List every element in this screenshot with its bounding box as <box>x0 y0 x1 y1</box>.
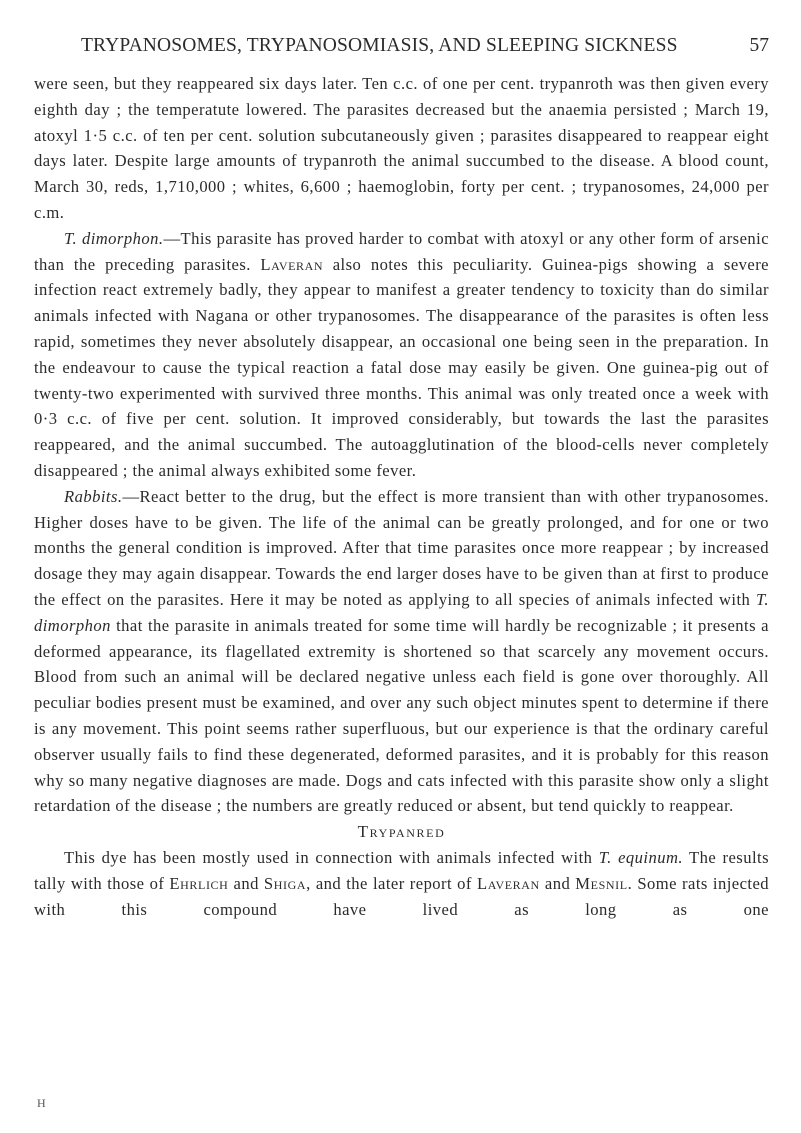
book-page <box>34 0 769 1133</box>
author-name: Mesnil <box>575 873 628 893</box>
author-name: Ehrlich <box>169 873 229 893</box>
paragraph-text: that the parasite in animals treated for some time will hardly be recognizable ; it presents a deformed appearance, its flagellated extremity is shortened so that scarcely any movement occurs. Blood from such an animal will be declared negative unless each field is gone over thoroughly. All peculiar bodies present must be examined, and over any such object minutes spent to determine if there is any movement. This point seems rather superfluous, but our experience is that the ordinary careful observer usually fails to find these degenerated, deformed parasites, and it is probably for this reason why so many negative diagnoses are made. Dogs and cats infected with this parasite show only a slight retardation of the disease ; the numbers are greatly reduced or absent, but tend quickly to reappear. <box>34 615 769 816</box>
paragraph-rabbits <box>34 484 769 819</box>
species-name: T. dimorphon <box>34 589 769 635</box>
page-number: 57 <box>749 35 769 56</box>
author-name: Laveran <box>477 873 540 893</box>
species-name: T. equinum. <box>598 847 684 867</box>
paragraph-anaemia-case <box>34 71 769 226</box>
running-title: TRYPANOSOMES, TRYPANOSOMIASIS, AND SLEEPING SICKNESS <box>81 35 678 56</box>
paragraph-text: also notes this peculiarity. Guinea-pigs showing a severe infection react extremely badly, they appear to manifest a greater tendency to toxicity than do similar animals infected with Nagana or other trypanosomes. The disappearance of the parasites is often less rapid, sometimes they never absolutely disappear, an occasional one being seen in the preparation. In the endeavour to cause the typical reaction a fatal dose may easily be given. One guinea-pig out of twenty-two experimented with survived three months. This animal was only treated once a week with 0·3 c.c. of five per cent. solution. It improved considerably, but towards the last the parasites reappeared, and the animal succumbed. The autoagglutination of the blood-cells never completely disappeared ; the animal always exhibited some fever. <box>34 254 769 480</box>
paragraph-text: and <box>539 873 576 893</box>
paragraph-text: The results tally with those of <box>34 847 769 893</box>
paragraph-text: were seen, but they reappeared six days later. Ten c.c. of one per cent. trypanroth was then given every eighth day ; the temperatute lowered. The parasites decreased but the anaemia persisted ; March 19, atoxyl 1·5 c.c. of ten per cent. solution subcutaneously given ; parasites disappeared to reappear eight days later. Despite large amounts of trypanroth the animal succumbed to the disease. A blood count, March 30, reds, 1,710,000 ; whites, 6,600 ; haemoglobin, forty per cent. ; trypanosomes, 24,000 per c.m. <box>34 74 769 222</box>
paragraph-t-dimorphon <box>34 226 769 484</box>
paragraph-trypanred <box>34 845 769 922</box>
signature-mark: H <box>37 1096 47 1110</box>
paragraph-text: . Some rats injected with this compound have lived as long as one <box>34 873 770 919</box>
paragraph-text: , and the later report of <box>306 873 477 893</box>
section-heading-trypanred: Trypanred <box>357 822 446 842</box>
paragraph-text: —React better to the drug, but the effect is more transient than with other trypanosomes. Higher doses have to be given. The life of the animal can be greatly prolonged, and for one or two months the general condition is improved. After that time parasites once more reappear ; by increased dosage they may again disappear. Towards the end larger doses have to be given than at first to produce the effect on the parasites. Here it may be noted as applying to all species of animals infected with <box>34 486 769 609</box>
paragraph-text: and <box>228 873 264 893</box>
author-name: Laveran <box>260 254 324 274</box>
body-text <box>34 71 769 922</box>
paragraph-lead-animal: Rabbits. <box>64 486 123 506</box>
author-name: Shiga <box>263 873 307 893</box>
paragraph-lead-species: T. dimorphon. <box>64 228 164 248</box>
page-header <box>34 35 769 65</box>
paragraph-text: —This parasite has proved harder to combat with atoxyl or any other form of arsenic than the preceding parasites. <box>34 228 770 274</box>
paragraph-text: This dye has been mostly used in connection with animals infected with <box>64 847 599 867</box>
